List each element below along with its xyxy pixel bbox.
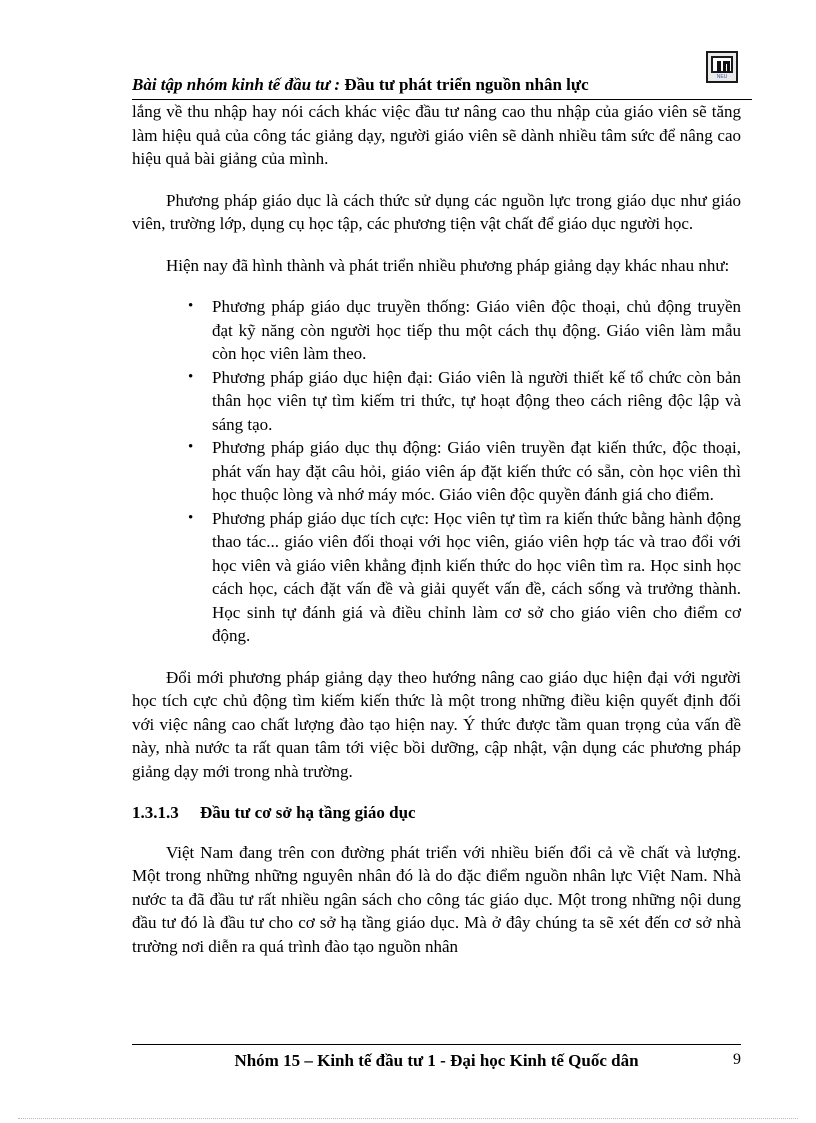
paragraph-methods-intro: Hiện nay đã hình thành và phát triển nhiều phương pháp giảng dạy khác nhau như: [166,255,730,275]
section-title: Đầu tư cơ sở hạ tầng giáo dục [200,803,416,822]
logo-text: NEU [716,74,728,80]
logo-emblem [711,56,733,73]
section-heading [132,801,741,825]
page-footer [132,1044,741,1074]
document-body [132,100,741,958]
methods-bullet-list [132,295,741,648]
bullet-item-active: • Phương pháp giáo dục tích cực: Học viên tự tìm ra kiến thức bằng hành động thao tác... giáo viên đối thoại với học viên, giáo viên hợp tác và trao đổi với học viên và giáo viên khẳng định kiến thức do học viên tìm ra. Học sinh học cách học, cách đặt vấn đề và giải quyết vấn đề, cách sống và trưởng thành. Học sinh tự đánh giá và điều chỉnh làm cơ sở cho giáo viên cho điểm cơ động. [212,507,741,648]
header-title [132,75,589,95]
paragraph-teaching-method-definition: Phương pháp giáo dục là cách thức sử dụng các nguồn lực trong giáo dục như giáo viên, trường lớp, dụng cụ học tập, các phương tiện vật chất để giáo dục người học. [132,190,741,233]
paragraph-innovation: Đổi mới phương pháp giảng dạy theo hướng nâng cao giáo dục hiện đại với người học tích cực chủ động tìm kiếm kiến thức là một trong những điều kiện quyết định đối với việc nâng cao chất lượng đào tạo hiện nay. Ý thức được tầm quan trọng của vấn đề này, nhà nước ta rất quan tâm tới việc bồi dưỡng, cập nhật, vận dụng các phương pháp giảng dạy mới trong nhà trường. [132,667,741,781]
paragraph-continuation: lắng về thu nhập hay nói cách khác việc đầu tư nâng cao thu nhập của giáo viên sẽ tăng làm hiệu quả của công tác giảng dạy, người giáo viên sẽ dành nhiều tâm sức để nâng cao hiệu quả bài giảng của mình. [132,102,741,168]
page-bottom-edge [18,1118,798,1119]
footer-rule [132,1044,741,1045]
header-title-main: Đầu tư phát triển nguồn nhân lực [340,75,589,94]
page-header [132,71,752,101]
bullet-item-modern: • Phương pháp giáo dục hiện đại: Giáo viên là người thiết kế tổ chức còn bản thân học viên tự tìm kiếm tri thức, tự hoạt động theo cách riêng độc lập và sáng tạo. [212,366,741,437]
bullet-item-passive: • Phương pháp giáo dục thụ động: Giáo viên truyền đạt kiến thức, độc thoại, phát vấn hay đặt câu hỏi, giáo viên áp đặt kiến thức có sẵn, còn học viên thì học thuộc lòng và nhớ máy móc. Giáo viên độc quyền đánh giá cho điểm. [212,436,741,507]
header-title-italic: Bài tập nhóm kinh tế đầu tư : [132,75,341,94]
paragraph-infrastructure: Việt Nam đang trên con đường phát triển với nhiều biến đổi cả về chất và lượng. Một trong những những nguyên nhân đó là do đặc điểm nguồn nhân lực Việt Nam. Nhà nước ta đã đầu tư rất nhiều ngân sách cho công tác giáo dục. Một trong những nội dung đầu tư đó là đầu tư cho cơ sở hạ tầng giáo dục. Mà ở đây chúng ta sẽ xét đến cơ sở nhà trường nơi diễn ra quá trình đào tạo nguồn nhân [132,842,741,956]
section-number: 1.3.1.3 [132,803,179,822]
bullet-item-traditional: • Phương pháp giáo dục truyền thống: Giáo viên độc thoại, chủ động truyền đạt kỹ năng còn người học tiếp thu một cách thụ động. Giáo viên làm mẫu còn học viên làm theo. [212,295,741,366]
footer-text: Nhóm 15 – Kinh tế đầu tư 1 - Đại học Kinh tế Quốc dân [234,1051,639,1070]
university-logo-icon [706,51,738,83]
page-number: 9 [733,1051,741,1068]
